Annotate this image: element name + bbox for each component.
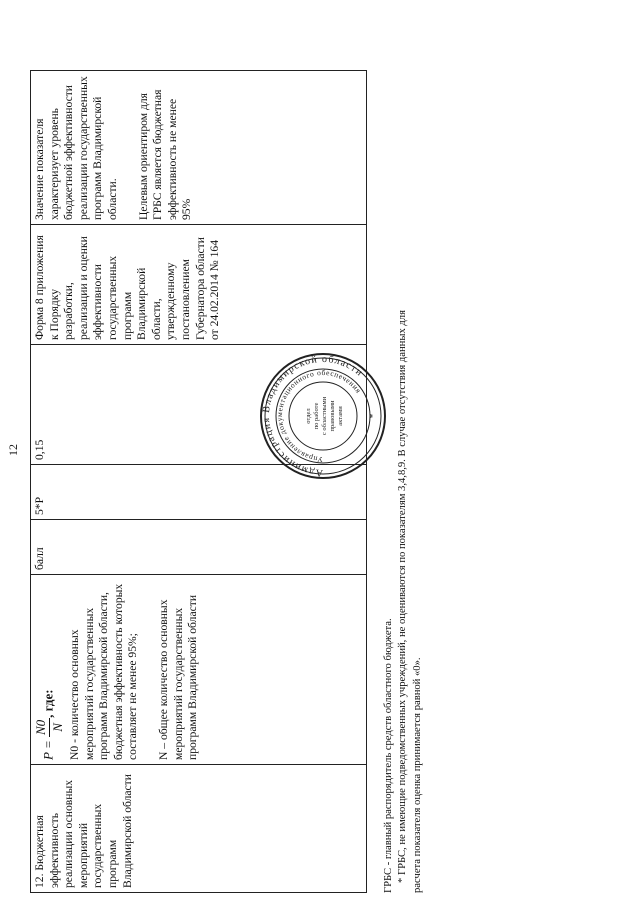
formula bbox=[33, 579, 66, 760]
formula-lhs: P = bbox=[40, 740, 56, 760]
indicator-name-cell bbox=[31, 765, 367, 893]
comment-1: Значение показателя характеризует уровень бюджетной эффективности реализации государственных программ Владимирской области. bbox=[33, 76, 119, 220]
n-description: N – общее количество основных мероприятий государственных программ Владимирской области bbox=[156, 594, 200, 760]
seal-inner-text: Управление документационного обеспечения bbox=[274, 367, 364, 465]
indicator-name: 12. Бюджетная эффективность реализации основных мероприятий государственных программ Владимирской области bbox=[33, 774, 134, 888]
source-cell bbox=[31, 225, 367, 345]
footnote-3: расчета показателя оценка принимается равной «0». bbox=[412, 657, 423, 893]
formula-suffix: , где: bbox=[40, 689, 56, 718]
formula-denominator: N bbox=[50, 723, 65, 732]
comment-2: Целевым ориентиром для ГРБС является бюджетная эффективность не менее 95% bbox=[136, 89, 194, 220]
seal-outer-text: Администрация Владимирской области bbox=[260, 353, 366, 479]
svg-text:с областными: с областными bbox=[321, 396, 328, 436]
unit-label: балл bbox=[33, 547, 46, 570]
weight-value: 0,15 bbox=[33, 439, 46, 460]
source-text: Форма 8 приложения к Порядку разработки, реализации и оценки эффективности государственных программ Владимирской области, утвержденному постановлением Губернатора области от 24.02.2014 № 164 bbox=[33, 235, 222, 340]
svg-text:отдел: отдел bbox=[305, 408, 312, 424]
footnote-2: * ГРБС, не имеющие подведомственных учреждений, не оцениваются по показателям 3,4,8,9. В случае отсутствия данных для bbox=[396, 310, 408, 883]
svg-text:по работе: по работе bbox=[313, 402, 320, 430]
footnotes bbox=[382, 73, 425, 893]
page-number: 12 bbox=[6, 444, 20, 456]
n0-description: N0 - количество основных мероприятий государственных программ Владимирской области, бюджетная эффективность которых составляет не менее 95%; bbox=[68, 583, 140, 760]
formula-numerator: N0 bbox=[33, 719, 48, 736]
table-row bbox=[31, 71, 367, 893]
score-formula: 5*P bbox=[33, 496, 46, 515]
official-seal-icon bbox=[258, 351, 388, 481]
footnote-1: ГРБС - главный распорядитель средств областного бюджета. bbox=[383, 618, 394, 893]
svg-text:актами: актами bbox=[337, 406, 344, 426]
comment-cell bbox=[31, 71, 367, 225]
indicator-table bbox=[30, 70, 367, 893]
formula-cell bbox=[31, 575, 367, 765]
formula-fraction bbox=[33, 718, 66, 737]
svg-text:*: * bbox=[368, 413, 378, 419]
unit-cell bbox=[31, 520, 367, 575]
svg-text:правовыми: правовыми bbox=[329, 400, 336, 432]
